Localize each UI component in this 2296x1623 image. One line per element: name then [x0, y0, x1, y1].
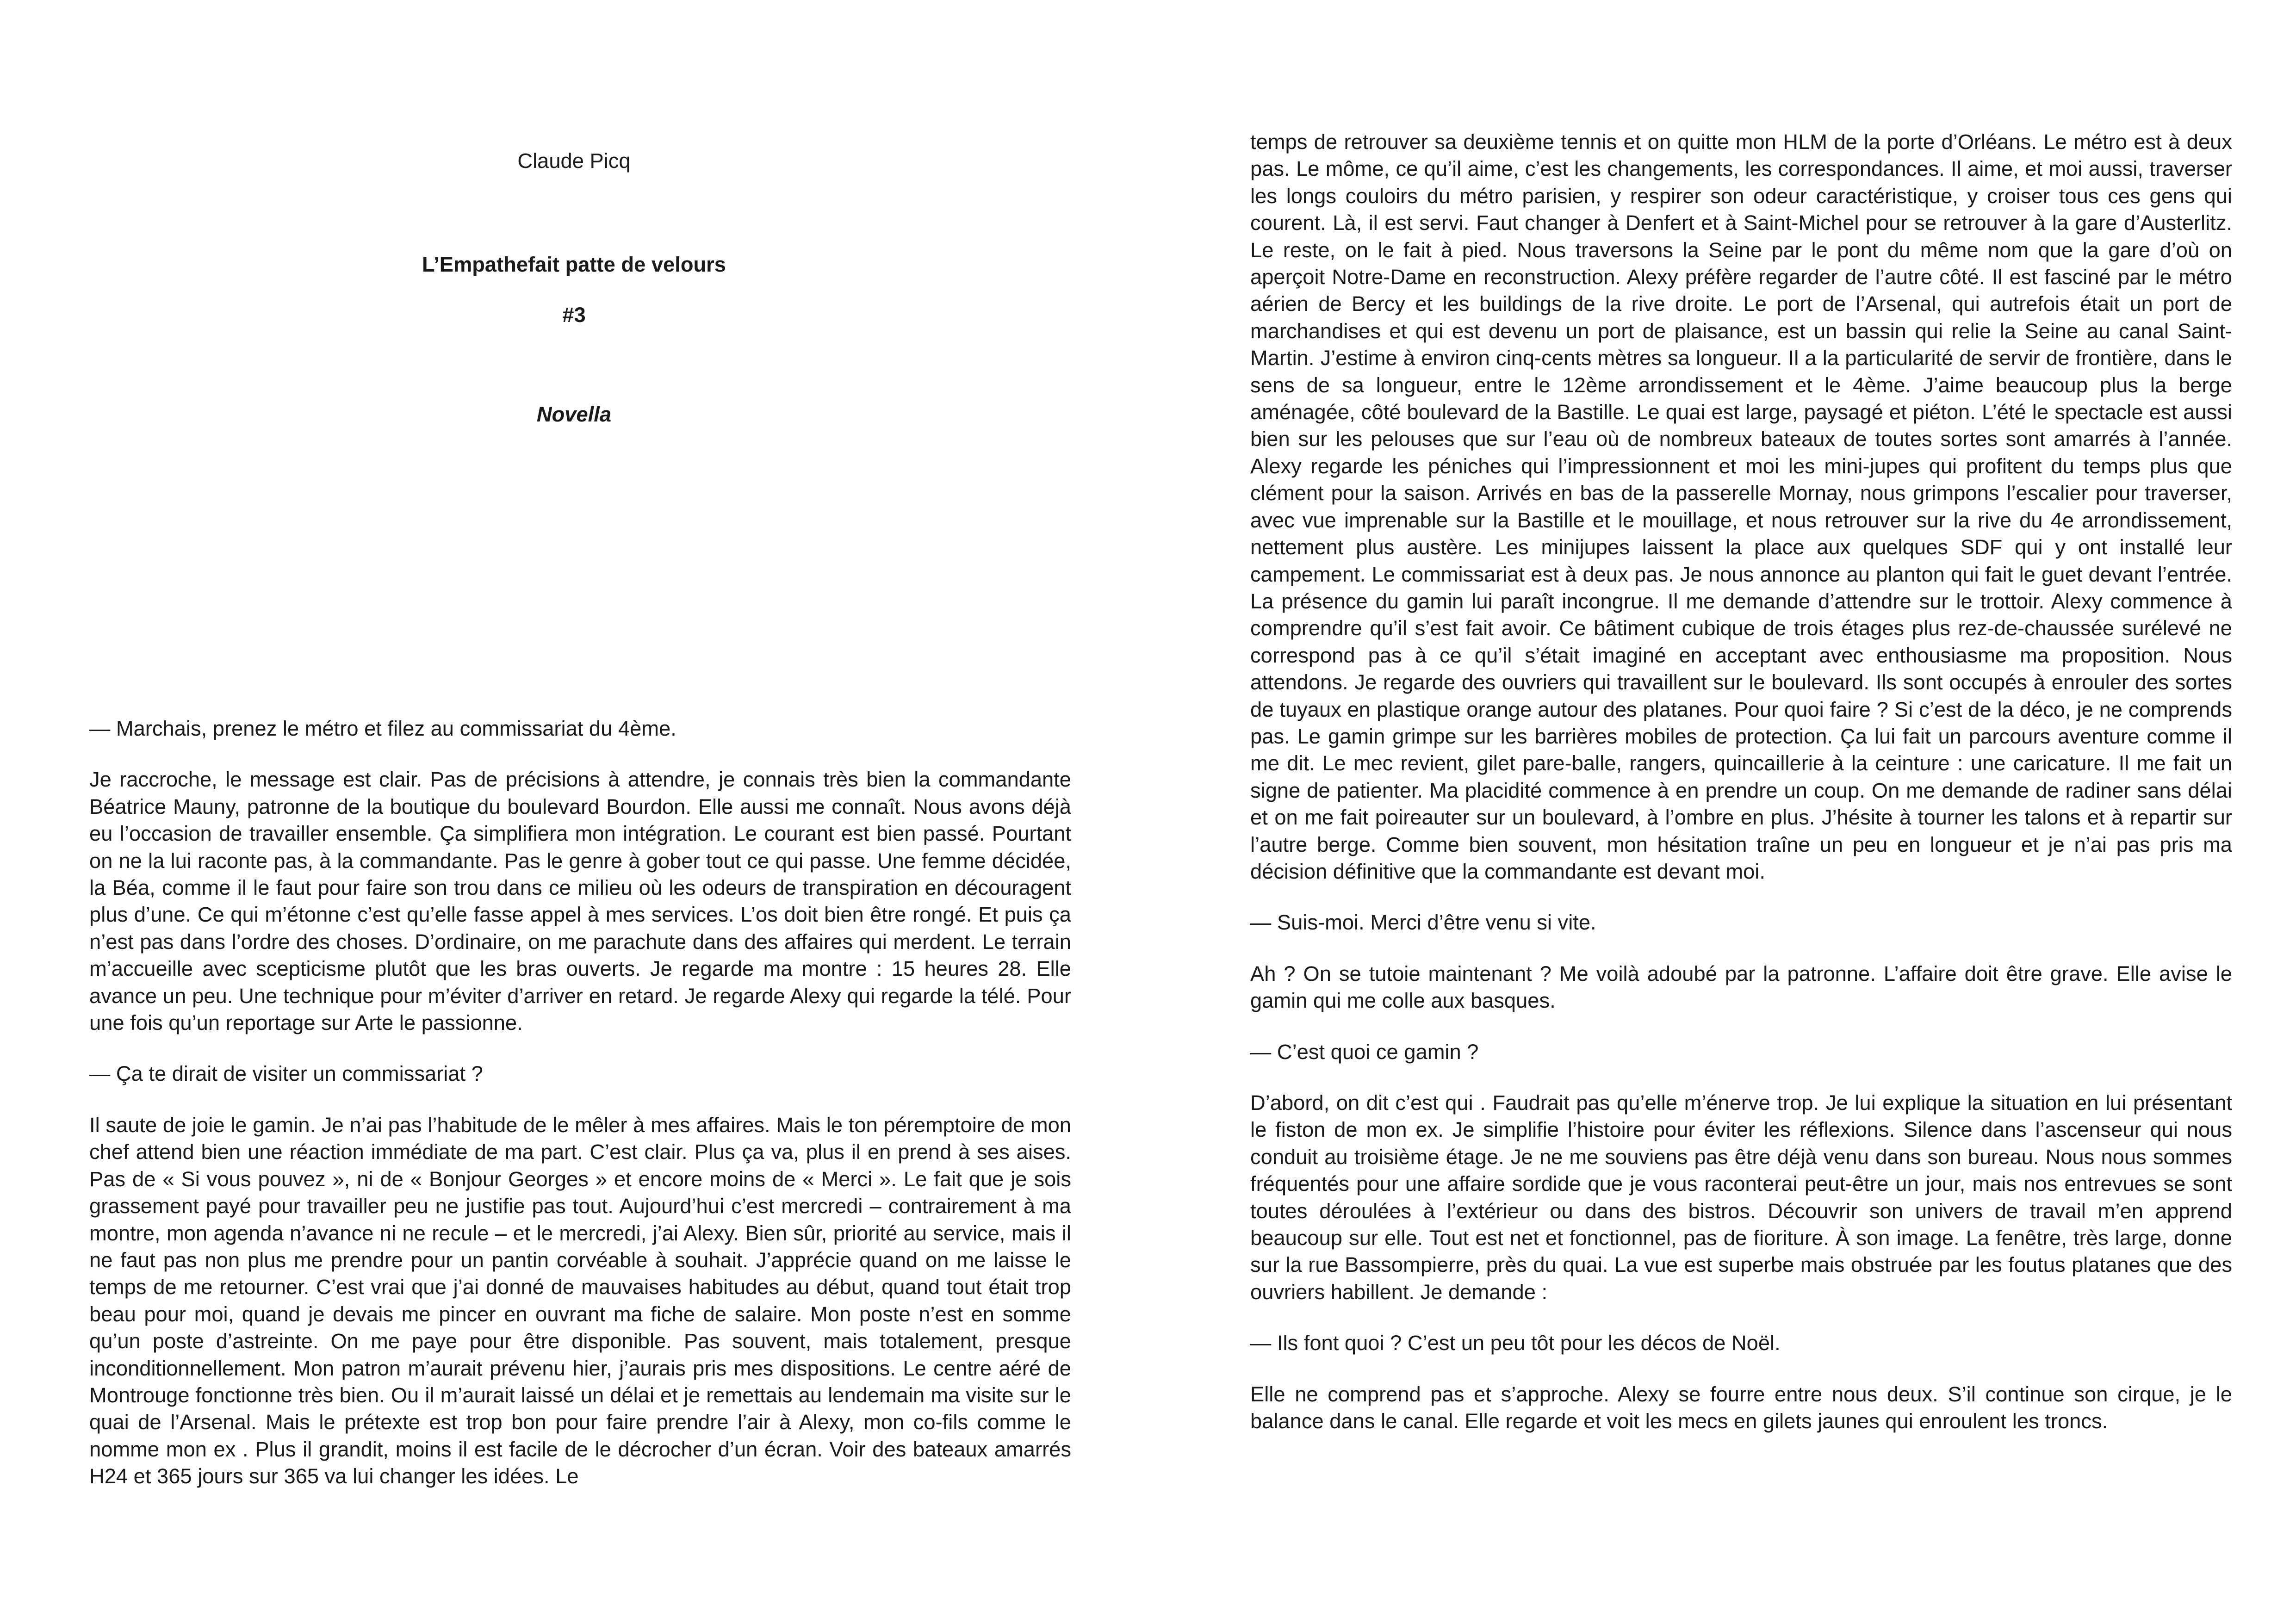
right-page: [1148, 0, 2296, 1623]
paragraph: Je raccroche, le message est clair. Pas de précisions à attendre, je connais très bien la commandante Béatrice Mauny, patronne de la boutique du boulevard Bourdon. Elle aussi me connaît. Nous avons déjà eu l’occasion de travailler ensemble. Ça simplifiera mon intégration. Le courant est bien passé. Pourtant on ne la lui raconte pas, à la commandante. Pas le genre à gober tout ce qui passe. Une femme décidée, la Béa, comme il le faut pour faire son trou dans ce milieu où les odeurs de transpiration en découragent plus d’une. Ce qui m’étonne c’est qu’elle fasse appel à mes services. L’os doit bien être rongé. Et puis ça n’est pas dans l’ordre des choses. D’ordinaire, on me parachute dans des affaires qui merdent. Le terrain m’accueille avec scepticisme plutôt que les bras ouverts. Je regarde ma montre : 15 heures 28. Elle avance un peu. Une technique pour m’éviter d’arriver en retard. Je regarde Alexy qui regarde la télé. Pour une fois qu’un reportage sur Arte le passionne.: [89, 768, 1071, 1035]
paragraph: — Suis-moi. Merci d’être venu si vite.: [1250, 911, 1596, 935]
right-text-column: [1250, 129, 2232, 1459]
paragraph: Ah ? On se tutoie maintenant ? Me voilà adoubé par la patronne. L’affaire doit être grave. Elle avise le gamin qui me colle aux basques.: [1250, 961, 2232, 1013]
paragraph: temps de retrouver sa deuxième tennis et on quitte mon HLM de la porte d’Orléans. Le métro est à deux pas. Le môme, ce qu’il aime, c’est les changements, les correspondances. Il aime, et moi aussi, traverser les longs couloirs du métro parisien, y respirer son odeur caractéristique, y croiser tous ces gens qui courent. Là, il est servi. Faut changer à Denfert et à Saint-Michel pour se retrouver à la gare d’Austerlitz. Le reste, on le fait à pied. Nous traversons la Seine par le pont du même nom que la gare d’où on aperçoit Notre-Dame en reconstruction. Alexy préfère regarder de l’autre côté. Il est fasciné par le métro aérien de Bercy et les buildings de la rive droite. Le port de l’Arsenal, qui autrefois était un port de marchandises et qui est devenu un port de plaisance, est un bassin qui relie la Seine au canal Saint-Martin. J’estime à environ cinq-cents mètres sa longueur. Il a la particularité de servir de frontière, dans le sens de sa longueur, entre le 12ème arrondissement et le 4ème. J’aime beaucoup plus la berge aménagée, côté boulevard de la Bastille. Le quai est large, paysagé et piéton. L’été le spectacle est aussi bien sur les pelouses que sur l’eau où de nombreux bateaux de toutes sortes sont amarrés à l’année. Alexy regarde les péniches qui l’impressionnent et moi les mini-jupes qui profitent du temps plus que clément pour la saison. Arrivés en bas de la passerelle Mornay, nous grimpons l’escalier pour traverser, avec vue imprenable sur la Bastille et le mouillage, et nous retrouver sur la rive du 4e arrondissement, nettement plus austère. Les minijupes laissent la place aux quelques SDF qui y ont installé leur campement. Le commissariat est à deux pas. Je nous annonce au planton qui fait le guet devant l’entrée. La présence du gamin lui paraît incongrue. Il me demande d’attendre sur le trottoir. Alexy commence à comprendre qu’il s’est fait avoir. Ce bâtiment cubique de trois étages plus rez-de-chaussée surélevé ne correspond pas à ce qu’il s’était imaginé en acceptant avec enthousiasme ma proposition. Nous attendons. Je regarde des ouvriers qui travaillent sur le boulevard. Ils sont occupés à enrouler des sortes de tuyaux en plastique orange autour des platanes. Pour quoi faire ? Si c’est de la déco, je ne comprends pas. Le gamin grimpe sur les barrières mobiles de protection. Ça lui fait un parcours aventure comme il me dit. Le mec revient, gilet pare-balle, rangers, quincaillerie à la ceinture : une caricature. Il me fait un signe de patienter. Ma placidité commence à en prendre un coup. On me demande de radiner sans délai et on me fait poireauter sur un boulevard, à l’ombre en plus. J’hésite à tourner les talons et à repartir sur l’autre berge. Comme bien souvent, mon hésitation traîne un peu en longueur et je n’ai pas pris ma décision définitive que la commandante est devant moi.: [1250, 130, 2232, 883]
volume-number: #3: [562, 303, 586, 327]
left-text-column: [89, 715, 1071, 1514]
paragraph: D’abord, on dit c’est qui . Faudrait pas qu’elle m’énerve trop. Je lui explique la situation en lui présentant le fiston de mon ex. Je simplifie l’histoire pour éviter les réflexions. Silence dans l’ascenseur qui nous conduit au troisième étage. Je ne me souviens pas être déjà venu dans son bureau. Nous nous sommes fréquentés pour une affaire sordide que je vous raconterai peut-être un jour, mais nos entrevues se sont toutes déroulées à l’extérieur ou dans des bistros. Découvrir son univers de travail m’en apprend beaucoup sur elle. Tout est net et fonctionnel, pas de fioriture. À son image. La fenêtre, très large, donne sur la rue Bassompierre, près du quai. La vue est superbe mais obstruée par les foutus platanes que des ouvriers habillent. Je demande :: [1250, 1091, 2232, 1304]
paragraph: Il saute de joie le gamin. Je n’ai pas l’habitude de le mêler à mes affaires. Mais le ton péremptoire de mon chef attend bien une réaction immédiate de ma part. C’est clair. Plus ça va, plus il en prend à ses aises. Pas de « Si vous pouvez », ni de « Bonjour Georges » et encore moins de « Merci ». Le fait que je sois grassement payé pour travailler peu ne justifie pas tout. Aujourd’hui c’est mercredi – contrairement à ma montre, mon agenda n’avance ni ne recule – et le mercredi, j’ai Alexy. Bien sûr, priorité au service, mais il ne faut pas non plus me prendre pour un pantin corvéable à souhait. J’apprécie quand on me laisse le temps de me retourner. C’est vrai que j’ai donné de mauvaises habitudes au début, quand tout était trop beau pour moi, quand je devais me pincer en ouvrant ma fiche de salaire. Mon poste n’est en somme qu’un poste d’astreinte. On me paye pour être disponible. Pas souvent, mais totalement, presque inconditionnellement. Mon patron m’aurait prévenu hier, j’aurais pris mes dispositions. Le centre aéré de Montrouge fonctionne très bien. Ou il m’aurait laissé un délai et je remettais au lendemain ma visite sur le quai de l’Arsenal. Mais le prétexte est trop bon pour faire prendre l’air à Alexy, mon co-fils comme le nomme mon ex . Plus il grandit, moins il est facile de le décrocher d’un écran. Voir des bateaux amarrés H24 et 365 jours sur 365 va lui changer les idées. Le: [89, 1113, 1071, 1488]
paragraph: — C’est quoi ce gamin ?: [1250, 1040, 1479, 1064]
paragraph: — Ça te dirait de visiter un commissariat ?: [89, 1062, 483, 1086]
book-title: L’Empathefait patte de velours: [422, 253, 726, 276]
paragraph: — Ils font quoi ? C’est un peu tôt pour les décos de Noël.: [1250, 1331, 1781, 1355]
paragraph: Elle ne comprend pas et s’approche. Alexy se fourre entre nous deux. S’il continue son cirque, je le balance dans le canal. Elle regarde et voit les mecs en gilets jaunes qui enroulent les troncs.: [1250, 1382, 2232, 1433]
author-name: Claude Picq: [517, 149, 631, 173]
paragraph: — Marchais, prenez le métro et filez au commissariat du 4ème.: [89, 717, 676, 740]
genre-label: Novella: [536, 403, 612, 426]
